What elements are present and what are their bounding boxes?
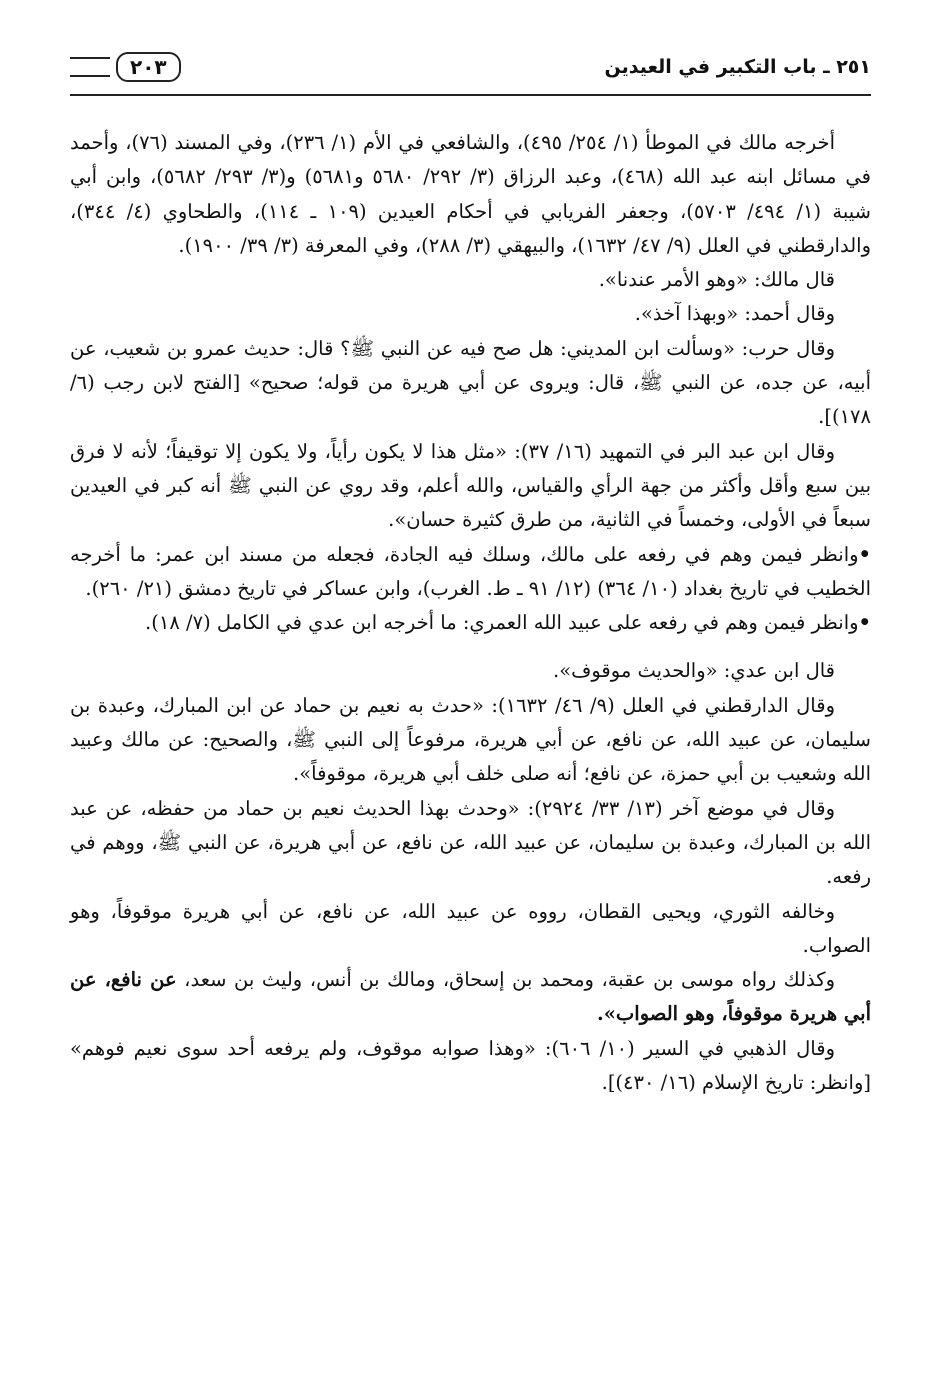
kadhalik-bold-text: عن نافع، عن أبي هريرة موقوفاً، وهو الصواب». bbox=[70, 968, 871, 1026]
kadhalik-text: وكذلك رواه موسى بن عقبة، ومحمد بن إسحاق، ومالك بن أنس، وليث بن سعد، bbox=[184, 968, 835, 992]
page-number-ornament bbox=[70, 52, 181, 82]
paragraph-note-ubaydullah: • وانظر فيمن وهم في رفعه على عبيد الله العمري: ما أخرجه ابن عدي في الكامل (٧/ ١٨). bbox=[70, 606, 871, 640]
paragraph-note-malik: • وانظر فيمن وهم في رفعه على مالك، وسلك فيه الجادة، فجعله من مسند ابن عمر: ما أخرجه الخطيب في تاريخ بغداد (١٠/ ٣٦٤) (١٢/ ٩١ ـ ط. الغرب)، وابن عساكر في تاريخ دمشق (٢١/ ٢٦٠). bbox=[70, 538, 871, 607]
page-number: ٢٠٣ bbox=[116, 52, 181, 82]
paragraph-kadhalik bbox=[70, 963, 871, 1032]
paragraph-daraqutni-2: وقال في موضع آخر (١٣/ ٣٣/ ٢٩٢٤): «وحدث بهذا الحديث نعيم بن حماد من حفظه، عن عبد الله بن المبارك، وعبدة بن سليمان، عن عبيد الله، عن نافع، عن أبي هريرة، عن النبي ﷺ، ووهم في رفعه. bbox=[70, 796, 871, 889]
paragraph-ahmad: وقال أحمد: «وبهذا آخذ». bbox=[634, 302, 835, 326]
page-header bbox=[70, 48, 871, 96]
paragraph-harb: وقال حرب: «وسألت ابن المديني: هل صح فيه عن النبي ﷺ؟ قال: حديث عمرو بن شعيب، عن أبيه، عن جده، عن النبي ﷺ، قال: ويروى عن أبي هريرة من قوله؛ صحيح» [الفتح لابن رجب (٦/ ١٧٨)]. bbox=[70, 336, 871, 429]
running-title: ٢٥١ ـ باب التكبير في العيدين bbox=[604, 56, 871, 78]
paragraph-daraqutni-1: وقال الدارقطني في العلل (٩/ ٤٦/ ١٦٣٢): «حدث به نعيم بن حماد عن ابن المبارك، وعبدة بن سليمان، عن عبيد الله، عن نافع، عن أبي هريرة، مرفوعاً إلى النبي ﷺ، والصحيح: عن مالك وعبيد الله وشعيب بن أبي حمزة، عن نافع؛ أنه صلى خلف أبي هريرة، موقوفاً». bbox=[70, 693, 871, 786]
paragraph-ibn-abd-albarr: وقال ابن عبد البر في التمهيد (١٦/ ٣٧): «مثل هذا لا يكون رأياً، ولا يكون إلا توقيفاً؛ لأنه لا فرق بين سبع وأقل وأكثر من جهة الرأي والقياس، والله أعلم، وقد روي عن النبي ﷺ أنه كبر في العيدين سبعاً في الأولى، وخمساً في الثانية، من طرق كثيرة حسان». bbox=[70, 439, 871, 532]
paragraph-takhrij: أخرجه مالك في الموطأ (١/ ٢٥٤/ ٤٩٥)، والشافعي في الأم (١/ ٢٣٦)، وفي المسند (٧٦)، وأحمد في مسائل ابنه عبد الله (٤٦٨)، وعبد الرزاق (٣/ ٢٩٢/ ٥٦٨٠ و٥٦٨١) و(٣/ ٢٩٣/ ٥٦٨٢)، وابن أبي شيبة (١/ ٤٩٤/ ٥٧٠٣)، وجعفر الفريابي في أحكام العيدين (١٠٩ ـ ١١٤)، والطحاوي (٤/ ٣٤٤)، والدارقطني في العلل (٩/ ٤٧/ ١٦٣٢)، والبيهقي (٣/ ٢٨٨)، وفي المعرفة (٣/ ٣٩/ ١٩٠٠). bbox=[70, 131, 871, 257]
paragraph-ibn-adi: قال ابن عدي: «والحديث موقوف». bbox=[553, 659, 835, 683]
paragraph-malik: قال مالك: «وهو الأمر عندنا». bbox=[598, 268, 835, 292]
paragraph-thawri: وخالفه الثوري، ويحيى القطان، رووه عن عبيد الله، عن نافع، عن أبي هريرة موقوفاً، وهو الصواب. bbox=[70, 899, 871, 957]
paragraph-dhahabi: وقال الذهبي في السير (١٠/ ٦٠٦): «وهذا صوابه موقوف، ولم يرفعه أحد سوى نعيم فوهم» [وانظر: تاريخ الإسلام (١٦/ ٤٣٠)]. bbox=[70, 1036, 871, 1095]
page-body bbox=[70, 126, 871, 1100]
ornament-lines bbox=[70, 57, 110, 77]
